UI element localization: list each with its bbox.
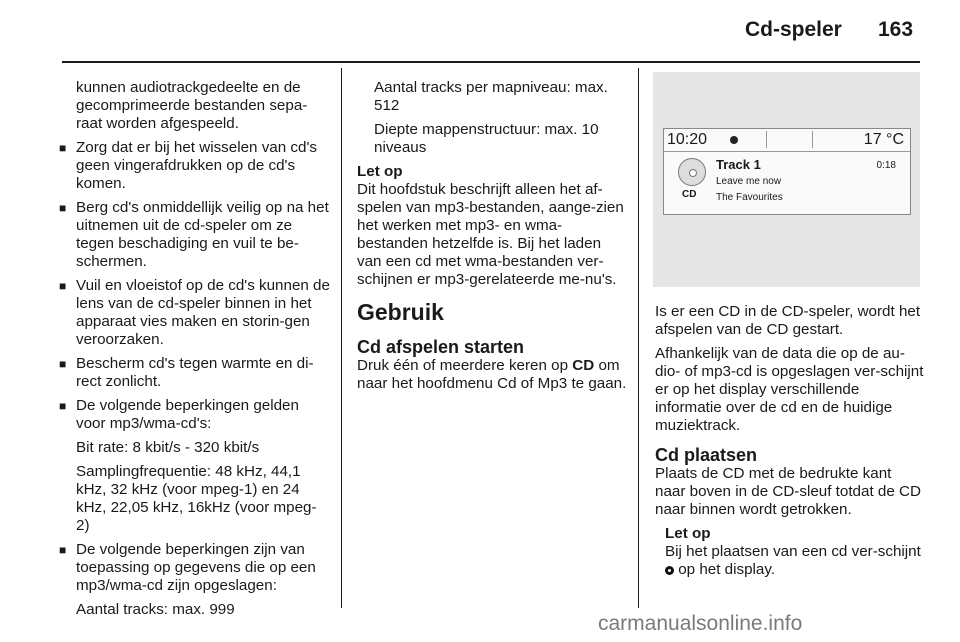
- list-item: ■ De volgende beperkingen zijn van toepassing op gegevens die op een mp3/wma-cd zijn opgeslagen:: [59, 541, 316, 594]
- start-instruction: Druk één of meerdere keren op CD om naar het hoofdmenu Cd of Mp3 te gaan.: [357, 357, 627, 392]
- note-label: Let op: [357, 163, 403, 180]
- page-number: 163: [878, 18, 914, 41]
- column-3: [655, 303, 925, 585]
- note-text: Dit hoofdstuk beschrijft alleen het af-spelen van mp3-bestanden, aange-zien het werken met mp3- en wma-bestanden hetzelfde is. Bij het laden van een cd met wma-bestanden ver-schijnen er mp3-gerelateerde me-nu's.: [357, 181, 624, 288]
- cd-key-label: CD: [572, 357, 595, 374]
- list-item: ■ Berg cd's onmiddellijk veilig op na het uitnemen uit de cd-speler om ze tegen beschadiging en vuil te be-schermen.: [59, 199, 329, 270]
- track-title: Track 1: [716, 157, 761, 172]
- list-item: ■ Bescherm cd's tegen warmte en di-rect zonlicht.: [59, 355, 314, 390]
- cd-inserted-icon: [665, 566, 674, 575]
- list-item: ■ De volgende beperkingen gelden voor mp3/wma-cd's:: [59, 397, 299, 432]
- list-item: ■ Zorg dat er bij het wisselen van cd's geen vingerafdrukken op de cd's komen.: [59, 139, 317, 192]
- bullet-square-icon: ■: [59, 543, 67, 557]
- temperature: 17 °C: [863, 131, 904, 148]
- subsection-heading: Cd afspelen starten: [357, 337, 525, 357]
- subsection-heading: Cd plaatsen: [655, 445, 758, 465]
- song-title: Leave me now: [716, 176, 782, 187]
- cd-inserted-icon: [730, 136, 738, 144]
- section-heading: Gebruik: [357, 299, 444, 325]
- bitrate-text: Bit rate: 8 kbit/s - 320 kbit/s: [76, 439, 260, 456]
- bullet-square-icon: ■: [59, 279, 67, 293]
- column-divider-2: [638, 68, 639, 608]
- display-status-bar: [664, 129, 910, 152]
- depth-text: Diepte mappenstructuur: max. 10 niveaus: [374, 121, 599, 156]
- list-item: ■ Vuil en vloeistof op de cd's kunnen de lens van de cd-speler binnen in het apparaat vies maken en storin-gen veroorzaken.: [59, 277, 330, 348]
- page-header-title: Cd-speler: [745, 18, 842, 41]
- note-label: Let op: [665, 525, 711, 542]
- watermark: carmanualsonline.info: [598, 612, 803, 635]
- artist-name: The Favourites: [716, 192, 783, 203]
- column-2: [357, 79, 628, 399]
- note-text: Bij het plaatsen van een cd ver-schijnt op het display.: [665, 543, 921, 578]
- paragraph: Plaats de CD met de bedrukte kant naar boven in de CD-sleuf totdat de CD naar binnen wordt getrokken.: [655, 465, 921, 518]
- bullet-square-icon: ■: [59, 141, 67, 155]
- header-rule: [62, 61, 920, 63]
- bullet-square-icon: ■: [59, 201, 67, 215]
- column-divider-1: [341, 68, 342, 608]
- paragraph: Afhankelijk van de data die op de au-dio- of mp3-cd is opgeslagen ver-schijnt er op het display verschillende informatie over de cd en de huidige muziektrack.: [655, 345, 924, 434]
- play-time: 0:18: [876, 160, 896, 171]
- sampling-text: Samplingfrequentie: 48 kHz, 44,1 kHz, 32 kHz (voor mpeg-1) en 24 kHz, 22,05 kHz, 16kHz (voor mpeg-2): [76, 463, 317, 534]
- bullet-square-icon: ■: [59, 399, 67, 413]
- paragraph: Is er een CD in de CD-speler, wordt het afspelen van de CD gestart.: [655, 303, 921, 338]
- tracks-per-folder-text: Aantal tracks per mapniveau: max. 512: [374, 79, 608, 114]
- continued-text: kunnen audiotrackgedeelte en de gecomprimeerde bestanden sepa-raat worden afgespeeld.: [76, 79, 308, 132]
- info-display: [663, 128, 911, 215]
- bullet-square-icon: ■: [59, 357, 67, 371]
- disc-icon: [678, 158, 706, 186]
- clock: 10:20: [667, 131, 708, 148]
- display-illustration: [653, 72, 920, 287]
- source-label: CD: [682, 189, 697, 200]
- tracks-text: Aantal tracks: max. 999: [76, 601, 235, 618]
- column-1: [59, 79, 330, 625]
